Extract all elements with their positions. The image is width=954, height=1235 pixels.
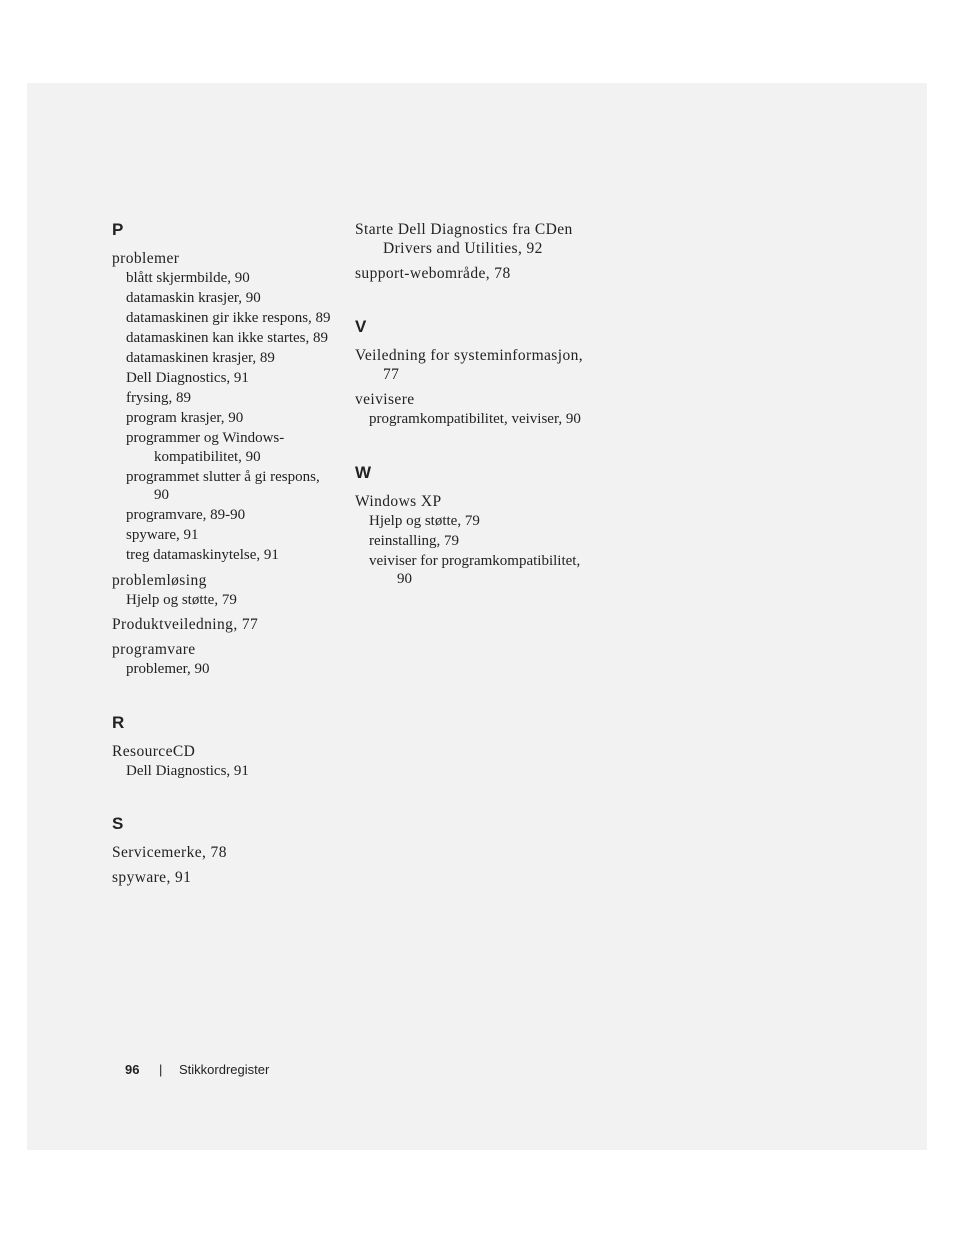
index-section-s bbox=[112, 814, 332, 887]
index-term: Starte Dell Diagnostics fra CDen Drivers and Utilities, 92 bbox=[355, 221, 573, 257]
index-term: ResourceCD bbox=[112, 742, 196, 760]
footer-title: Stikkordregister bbox=[179, 1062, 270, 1077]
page bbox=[27, 83, 927, 1150]
index-subterm: Dell Diagnostics, 91 bbox=[126, 762, 249, 779]
index-entry bbox=[355, 220, 595, 258]
index-subterm: datamaskinen krasjer, 89 bbox=[126, 350, 275, 366]
index-subterm: program krasjer, 90 bbox=[126, 410, 244, 426]
index-term: spyware, 91 bbox=[112, 869, 192, 886]
index-subterm: programmet slutter å gi respons, 90 bbox=[126, 468, 320, 503]
index-term: veivisere bbox=[355, 391, 415, 408]
index-entry bbox=[112, 640, 332, 679]
index-subterm: Hjelp og støtte, 79 bbox=[369, 512, 480, 529]
index-entry bbox=[112, 843, 332, 862]
index-column-right bbox=[355, 220, 595, 595]
index-subterm: Hjelp og støtte, 79 bbox=[126, 591, 237, 608]
index-subterm: datamaskinen gir ikke respons, 89 bbox=[126, 310, 331, 326]
index-entry bbox=[112, 615, 332, 634]
index-section-v bbox=[355, 317, 595, 429]
section-letter: R bbox=[112, 712, 125, 732]
index-section-r bbox=[112, 713, 332, 781]
index-subterm: frysing, 89 bbox=[126, 390, 191, 406]
index-subterm: problemer, 90 bbox=[126, 661, 210, 677]
index-subterm: blått skjermbilde, 90 bbox=[126, 270, 250, 286]
index-entry bbox=[112, 742, 332, 781]
index-entry bbox=[355, 264, 595, 283]
section-letter: V bbox=[355, 317, 367, 336]
index-term: programvare bbox=[112, 641, 196, 658]
index-subterm: spyware, 91 bbox=[126, 527, 199, 543]
index-subterm: programkompatibilitet, veiviser, 90 bbox=[369, 411, 581, 427]
index-subterm: veiviser for programkompatibilitet, 90 bbox=[369, 552, 581, 587]
index-entry bbox=[355, 346, 595, 384]
index-section-w bbox=[355, 463, 595, 589]
index-section-p bbox=[112, 220, 332, 679]
index-term: support-webområde, 78 bbox=[355, 265, 511, 282]
index-subterm: datamaskin krasjer, 90 bbox=[126, 290, 261, 306]
index-term: Windows XP bbox=[355, 492, 442, 510]
index-term: problemløsing bbox=[112, 571, 207, 589]
index-term: problemer bbox=[112, 250, 180, 267]
index-subterm: reinstalling, 79 bbox=[369, 532, 459, 549]
index-column-left bbox=[112, 220, 332, 893]
section-letter: S bbox=[112, 814, 124, 833]
index-term: Produktveiledning, 77 bbox=[112, 616, 259, 633]
footer-separator: | bbox=[159, 1062, 163, 1077]
section-letter: W bbox=[355, 462, 372, 482]
index-entry bbox=[112, 571, 332, 610]
index-term: Servicemerke, 78 bbox=[112, 844, 227, 861]
index-subterm: programmer og Windows-kompatibilitet, 90 bbox=[126, 430, 285, 465]
page-footer bbox=[125, 1062, 269, 1078]
index-subterm: programvare, 89-90 bbox=[126, 507, 246, 523]
index-term: Veiledning for systeminformasjon, 77 bbox=[355, 347, 584, 383]
index-subterm: Dell Diagnostics, 91 bbox=[126, 370, 249, 386]
index-subterm: datamaskinen kan ikke startes, 89 bbox=[126, 330, 329, 346]
section-letter: P bbox=[112, 220, 124, 239]
page-number: 96 bbox=[125, 1062, 140, 1077]
index-entry bbox=[355, 492, 595, 589]
index-entry bbox=[355, 390, 595, 429]
index-section-s-continued bbox=[355, 220, 595, 283]
index-entry bbox=[112, 249, 332, 565]
index-subterm: treg datamaskinytelse, 91 bbox=[126, 547, 279, 563]
index-entry bbox=[112, 868, 332, 887]
